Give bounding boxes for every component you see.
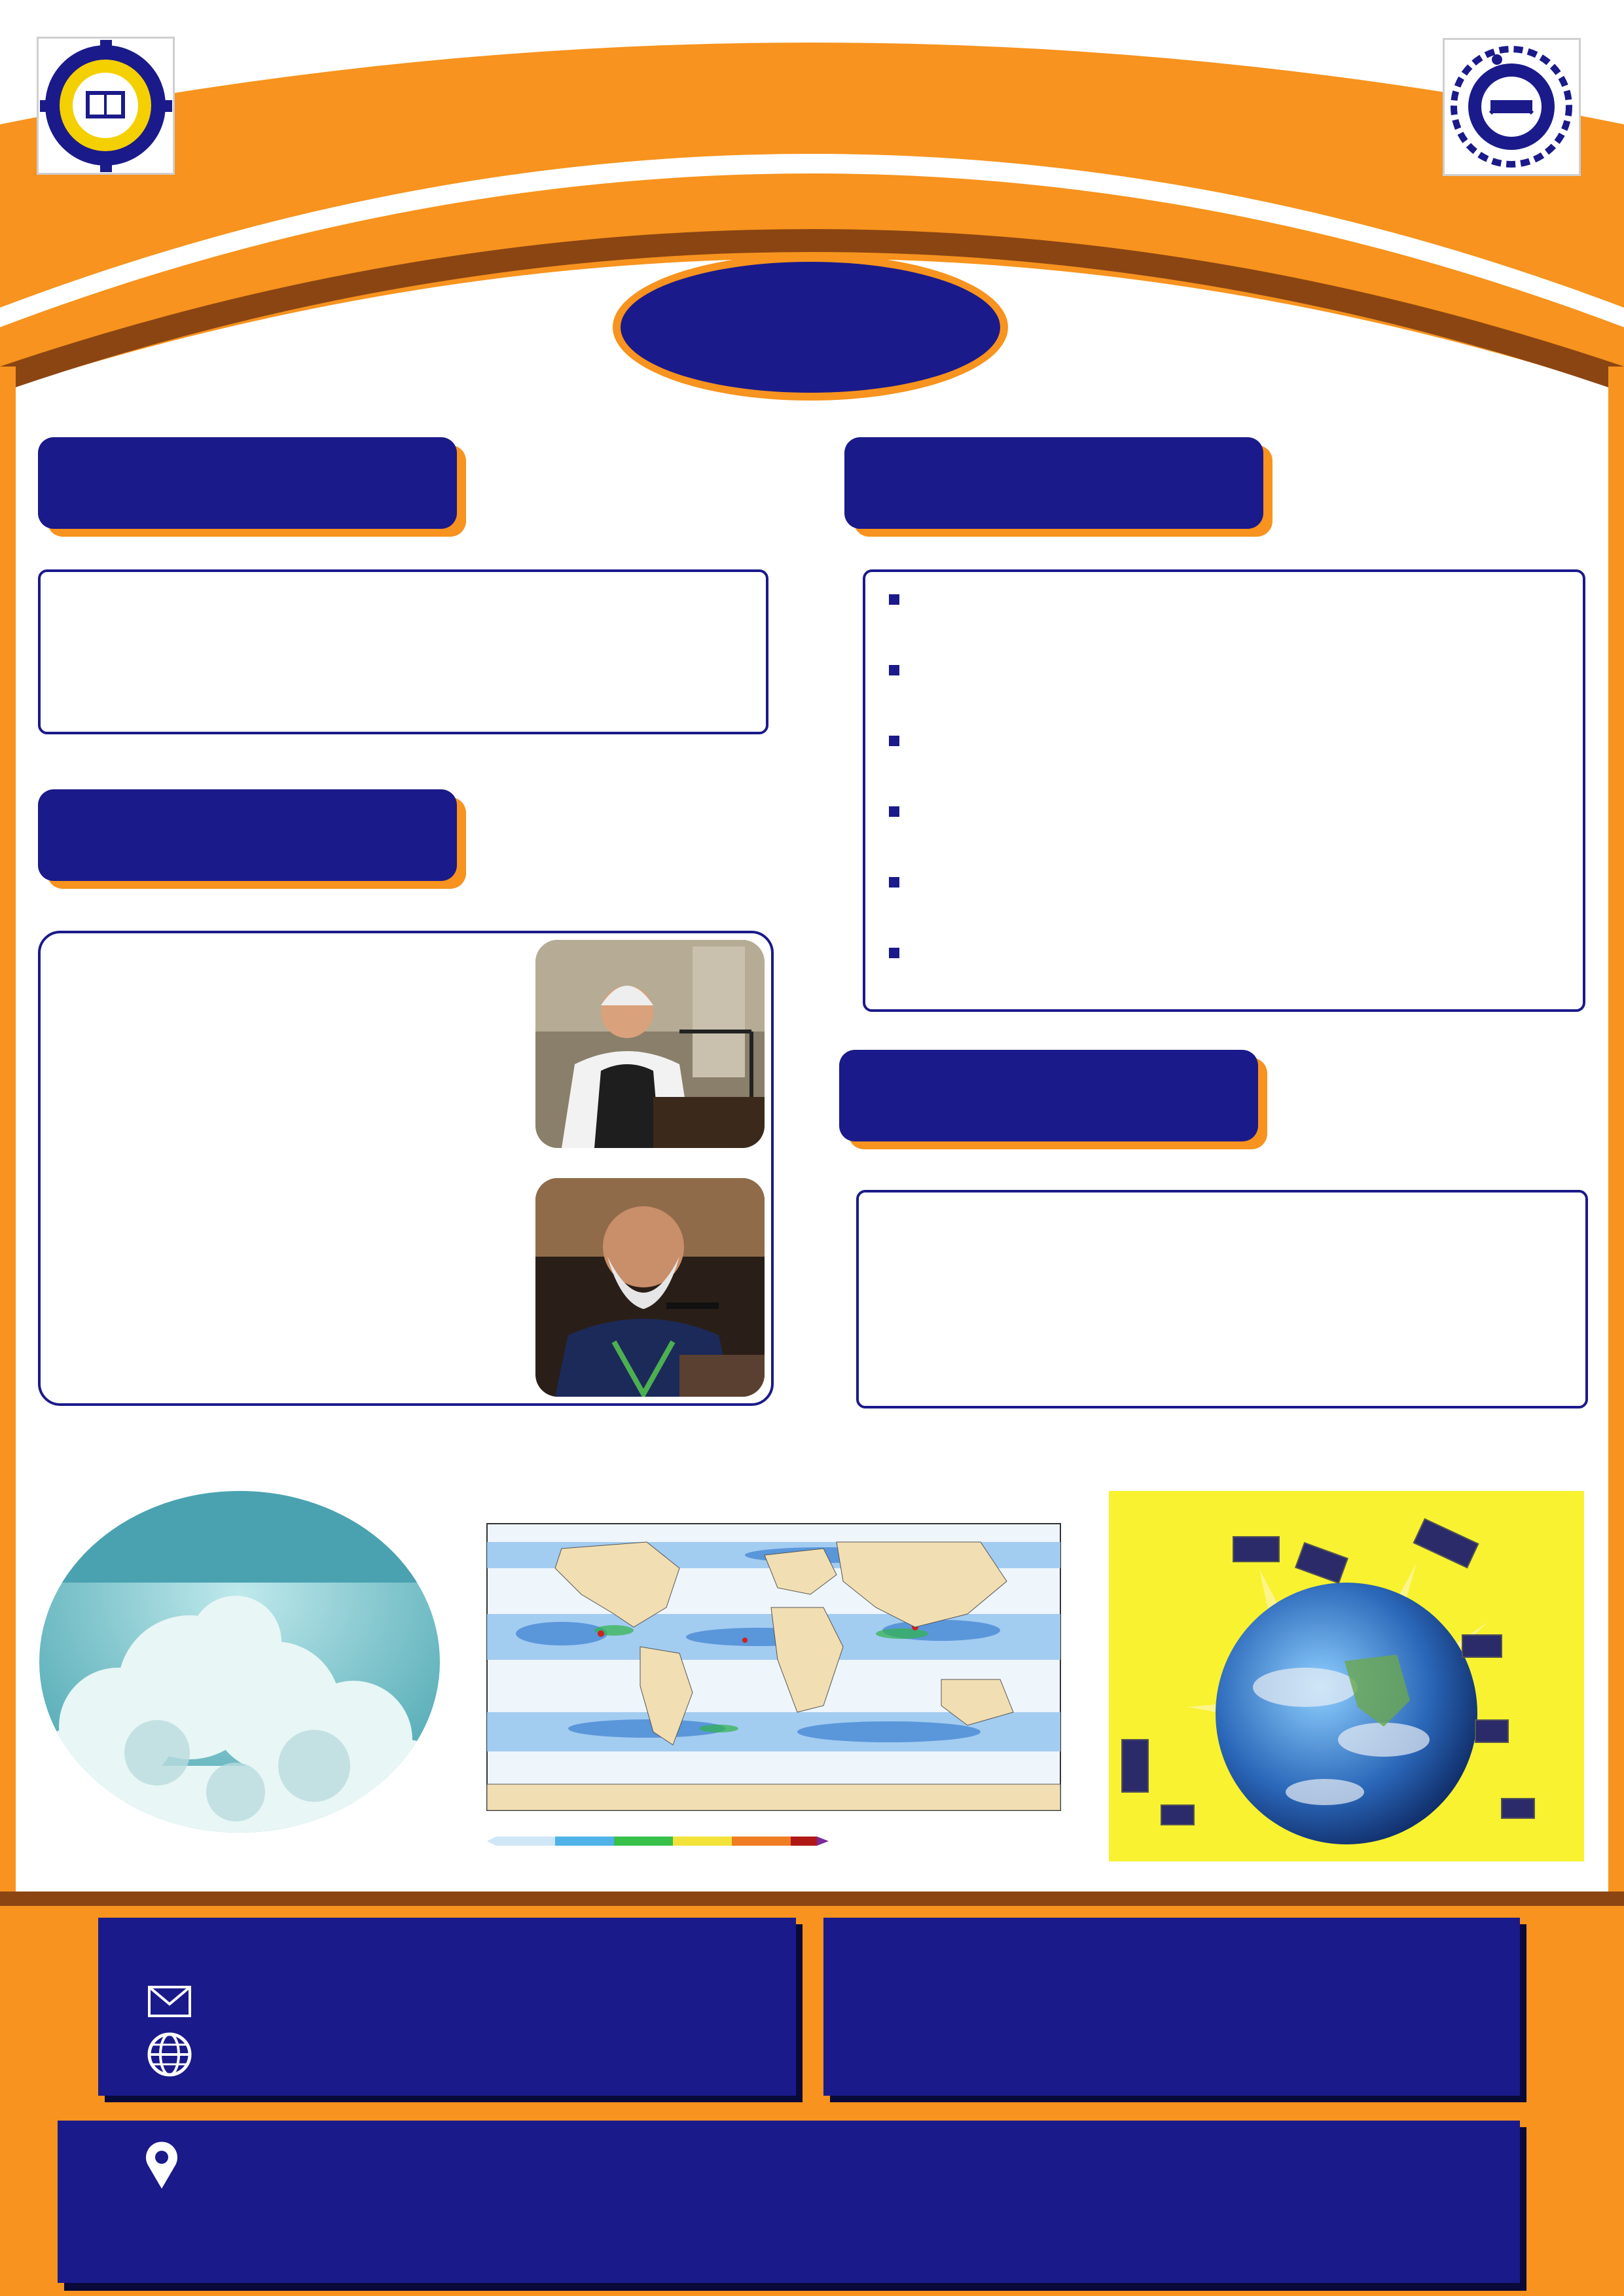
gpm-constellation-image	[1109, 1491, 1584, 1861]
course-outlines-header	[844, 437, 1263, 529]
clouds-image	[39, 1491, 440, 1833]
header-banner	[0, 0, 1624, 419]
globe-icon	[147, 2032, 192, 2080]
photo-muhammad-masood	[535, 1178, 765, 1397]
right-border	[1608, 367, 1624, 1898]
registration-box	[856, 1190, 1588, 1408]
left-border	[0, 367, 16, 1898]
outline-item	[889, 581, 1583, 615]
course-outline-list	[889, 581, 1583, 969]
map-colorbar	[487, 1837, 829, 1846]
cewre-logo	[1443, 38, 1581, 176]
photo-ghulam-nabi	[535, 940, 765, 1148]
candidates-box	[38, 569, 768, 734]
resource-persons-header	[38, 789, 457, 881]
query-line	[148, 1927, 159, 1968]
registration-header	[839, 1050, 1258, 1141]
mail-icon	[148, 1986, 191, 2020]
outline-item	[889, 935, 1583, 969]
outline-item	[889, 723, 1583, 757]
venue-panel	[58, 2121, 1520, 2283]
earth-globe	[1216, 1583, 1477, 1844]
fee-panel	[823, 1918, 1520, 2096]
candidates-header	[38, 437, 457, 529]
uet-logo	[37, 37, 175, 175]
outline-item	[889, 864, 1583, 898]
contact-panel	[98, 1918, 796, 2096]
course-outlines-box	[863, 569, 1585, 1012]
outline-item	[889, 793, 1583, 827]
precipitation-map	[483, 1496, 1066, 1861]
outline-item	[889, 652, 1583, 686]
location-pin-icon	[144, 2140, 179, 2193]
